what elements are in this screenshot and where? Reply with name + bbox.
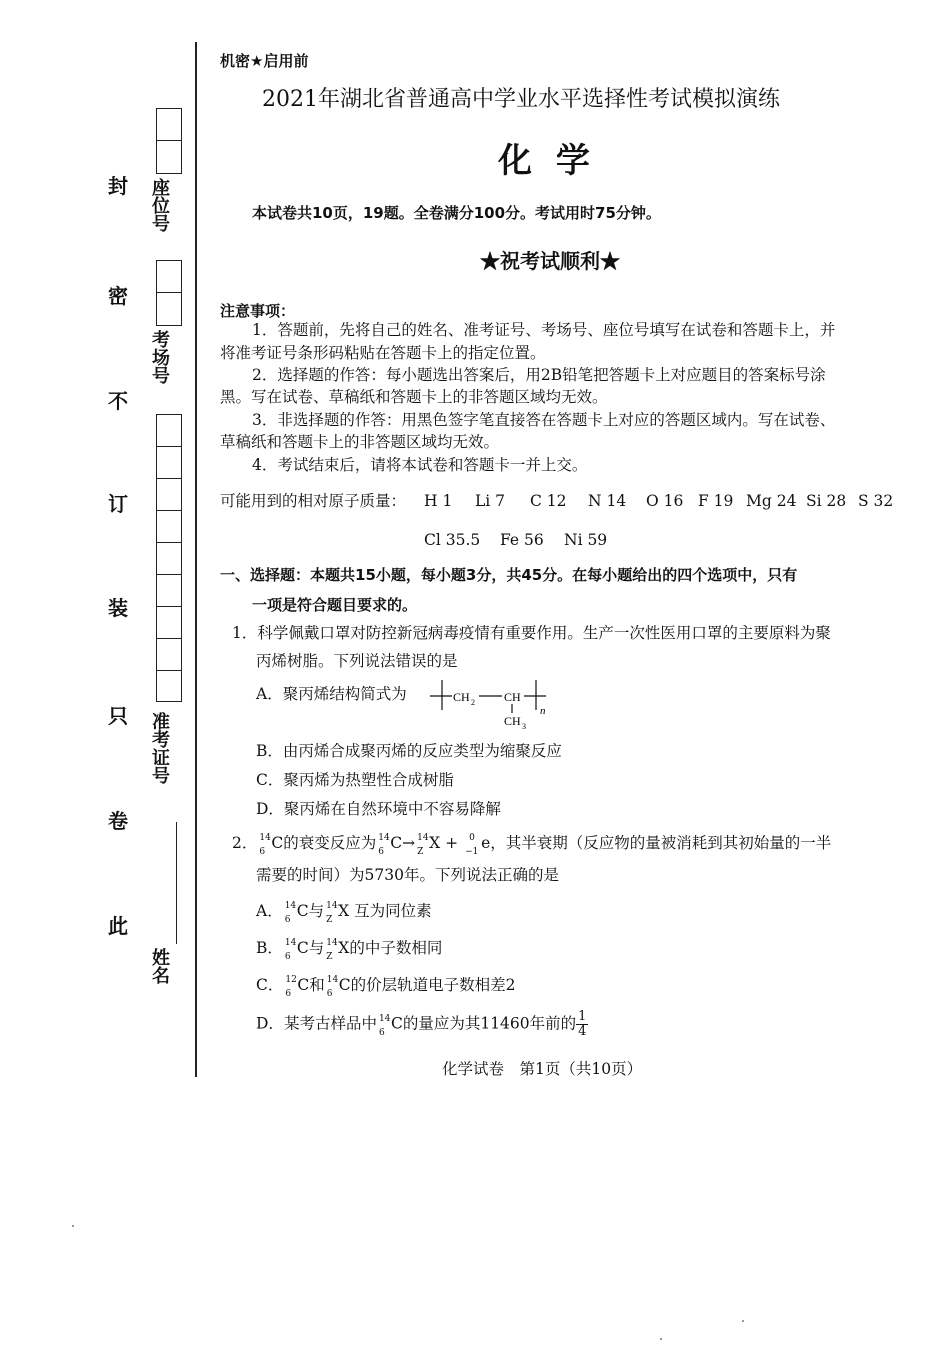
q2-option-a: A． 14 6 C与 14 Z X 互为同位素 [256, 901, 432, 925]
seat-label: 座位号 [149, 178, 170, 232]
mass-item: S 32 [858, 492, 894, 510]
ticket-number-box[interactable] [156, 414, 182, 702]
seal-char: 订 [108, 492, 128, 516]
masses-label: 可能用到的相对原子质量： [220, 492, 407, 510]
mass-item: F 19 [698, 492, 734, 510]
note-line: 1．答题前，先将自己的姓名、准考证号、考场号、座位号填写在试卷和答题卡上，并 [252, 321, 836, 339]
name-label: 姓名 [149, 948, 170, 984]
mass-item: Ni 59 [564, 531, 608, 549]
q1-option-a: A．聚丙烯结构简式为 [256, 685, 407, 703]
svg-text:CH: CH [453, 690, 470, 704]
note-line: 黑。写在试卷、草稿纸和答题卡上的非答题区域均无效。 [220, 388, 608, 406]
exam-info: 本试卷共10页，19题。全卷满分100分。考试用时75分钟。 [252, 204, 661, 222]
svg-text:3: 3 [522, 722, 526, 731]
seal-char: 装 [108, 596, 128, 620]
question-2-stem-cont: 需要的时间）为5730年。下列说法正确的是 [256, 866, 559, 884]
subject-title: 化 学 [498, 141, 596, 181]
note-line: 4．考试结束后，请将本试卷和答题卡一并上交。 [252, 456, 588, 474]
q1-option-b: B．由丙烯合成聚丙烯的反应类型为缩聚反应 [256, 742, 562, 760]
secret-mark: 机密★启用前 [220, 52, 309, 70]
question-1-stem: 1．科学佩戴口罩对防控新冠病毒疫情有重要作用。生产一次性医用口罩的主要原料为聚 [232, 624, 831, 642]
mass-item: Li 7 [475, 492, 506, 510]
seat-number-box[interactable] [156, 108, 182, 174]
q1-option-d: D．聚丙烯在自然环境中不容易降解 [256, 800, 501, 818]
question-1-stem-cont: 丙烯树脂。下列说法错误的是 [256, 652, 458, 670]
seal-char: 只 [108, 704, 128, 728]
note-line: 将准考证号条形码粘贴在答题卡上的指定位置。 [220, 344, 546, 362]
good-luck-banner: ★祝考试顺利★ [480, 249, 620, 273]
mass-item: H 1 [424, 492, 453, 510]
note-line: 草稿纸和答题卡上的非答题区域均无效。 [220, 433, 500, 451]
mass-item: C 12 [530, 492, 567, 510]
section-heading: 一、选择题：本题共15小题，每小题3分，共45分。在每小题给出的四个选项中，只有 [220, 566, 798, 584]
scan-speck [660, 1338, 662, 1340]
svg-text:2: 2 [471, 698, 475, 707]
q2-option-c: C． 12 6 C和 14 6 C的价层轨道电子数相差2 [256, 975, 516, 999]
notes-title: 注意事项： [220, 302, 296, 320]
name-field[interactable] [176, 822, 177, 944]
seal-char: 此 [108, 914, 128, 938]
scan-speck [72, 1225, 74, 1227]
fraction-one-quarter: $\frac{1}{4}$ [578, 1009, 587, 1039]
section-heading-cont: 一项是符合题目要求的。 [252, 596, 418, 614]
q2-option-b: B． 14 6 C与 14 Z X的中子数相同 [256, 938, 443, 962]
polypropylene-structure [428, 676, 558, 734]
mass-item: Si 28 [806, 492, 847, 510]
seal-char: 卷 [108, 809, 128, 833]
binding-line [195, 42, 197, 1077]
q2-option-d: D．某考古样品中 14 6 C的量应为其11460年前的 $\frac{1}{4}$ [256, 1009, 587, 1039]
room-label: 考场号 [149, 330, 170, 384]
seal-char: 密 [108, 284, 128, 308]
seal-char: 不 [108, 389, 128, 413]
svg-text:CH: CH [504, 714, 521, 728]
svg-text:n: n [540, 705, 546, 717]
mass-item: Cl 35.5 [424, 531, 481, 549]
seal-char: 封 [108, 174, 128, 198]
scan-speck [742, 1320, 744, 1322]
mass-item: O 16 [646, 492, 684, 510]
exam-title: 2021年湖北省普通高中学业水平选择性考试模拟演练 [262, 87, 780, 112]
svg-text:CH: CH [504, 690, 521, 704]
mass-item: Mg 24 [746, 492, 797, 510]
mass-item: N 14 [588, 492, 627, 510]
note-line: 3．非选择题的作答：用黑色签字笔直接答在答题卡上对应的答题区域内。写在试卷、 [252, 411, 836, 429]
room-number-box[interactable] [156, 260, 182, 326]
mass-item: Fe 56 [500, 531, 544, 549]
question-2-stem: 2． 14 6 C的衰变反应为 14 6 C→ 14 Z X + 0 −1 e，其半衰期（反应物的量被消耗到其初始量的一半 [232, 833, 832, 857]
note-line: 2．选择题的作答：每小题选出答案后，用2B铅笔把答题卡上对应题目的答案标号涂 [252, 366, 826, 384]
ticket-label: 准考证号 [149, 712, 170, 784]
page-footer: 化学试卷 第1页（共10页） [442, 1060, 643, 1078]
q1-option-c: C．聚丙烯为热塑性合成树脂 [256, 771, 454, 789]
